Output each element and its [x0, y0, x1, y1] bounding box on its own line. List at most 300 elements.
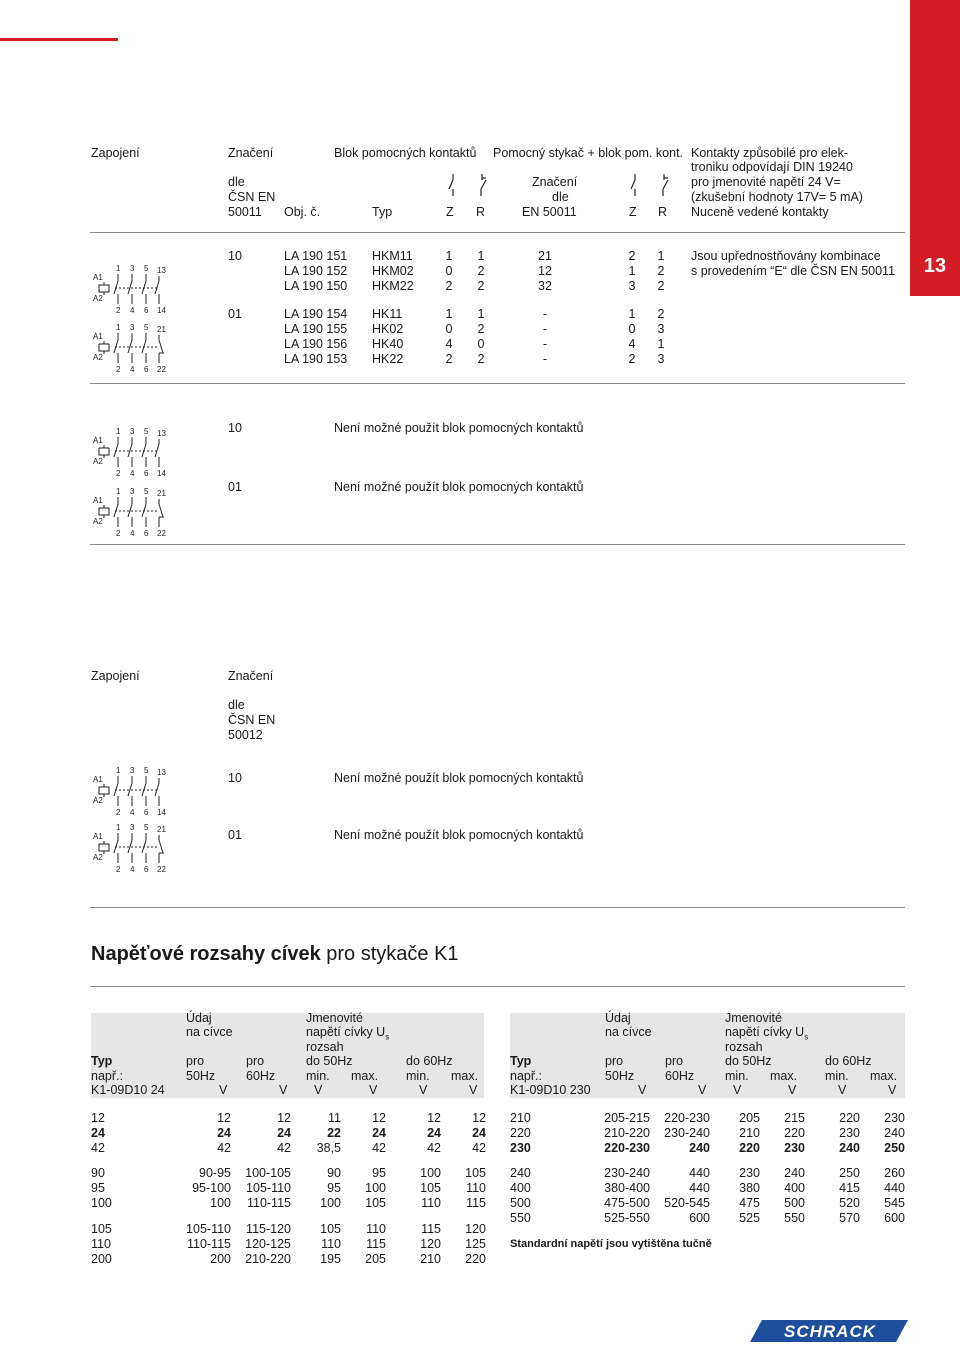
left-table-cell: 105: [91, 1222, 112, 1236]
left-table-cell: 24: [427, 1126, 441, 1140]
contactor-no-diagram-icon: [93, 425, 178, 477]
z2-cell: 1: [628, 264, 636, 278]
r2-cell: 2: [657, 307, 665, 321]
terminal-bottom-label: 4: [130, 469, 135, 477]
left-table-header-cell: V: [314, 1083, 323, 1097]
r-cell: 1: [477, 307, 485, 321]
r2-cell: 1: [657, 337, 665, 351]
left-table-cell: 90: [327, 1166, 341, 1180]
terminal-top-label: 1: [116, 427, 121, 436]
left-table-cell: 125: [465, 1237, 486, 1251]
footnote: Standardní napětí jsou vytištěna tučně: [510, 1238, 712, 1250]
terminal-top-label: 3: [130, 427, 135, 436]
header-r2: R: [658, 205, 668, 219]
coil-a2-label: A2: [93, 796, 103, 805]
coil-a2-label: A2: [93, 457, 103, 466]
right-table-cell: 475: [739, 1196, 760, 1210]
left-table-cell: 95: [372, 1166, 386, 1180]
znaceni-cell: 32: [538, 279, 552, 293]
terminal-top-label: 5: [144, 487, 149, 496]
left-table-cell: 115-120: [246, 1222, 291, 1236]
coil-a1-label: A1: [93, 832, 103, 841]
z-cell: 2: [445, 352, 453, 366]
left-table-cell: 95: [91, 1181, 105, 1195]
left-table-cell: 12: [472, 1111, 486, 1125]
header-kontakty-2: troniku odpovídají DIN 19240: [691, 160, 853, 174]
logo-text: SCHRACK: [784, 1322, 876, 1341]
terminal-bottom-label: 6: [144, 529, 149, 537]
znaceni-cell: 21: [538, 249, 552, 263]
right-table-header-cell: 60Hz: [665, 1069, 695, 1083]
right-table-header-napeti-text: napětí cívky U: [725, 1025, 805, 1039]
typ-cell: LA 190 152: [284, 264, 348, 278]
right-table-cell: 550: [784, 1211, 805, 1225]
left-table-cell: 24: [217, 1126, 231, 1140]
left-table-cell: 220: [465, 1252, 486, 1266]
right-table-header-cell: min.: [725, 1069, 749, 1083]
left-table-cell: 12: [427, 1111, 441, 1125]
terminal-bottom-label: 2: [116, 865, 121, 873]
blok-cell: HKM11: [372, 249, 413, 263]
header-norm: 50011: [228, 205, 262, 219]
left-table-cell: 210: [420, 1252, 441, 1266]
terminal-bottom-label: 2: [116, 808, 121, 816]
znaceni-cell: -: [542, 352, 548, 366]
left-table-cell: 195: [320, 1252, 341, 1266]
right-table-cell: 205: [739, 1111, 760, 1125]
divider: [90, 232, 905, 233]
right-table-header-cell: rozsah: [725, 1040, 763, 1054]
terminal-top-label: 3: [130, 264, 135, 273]
z-cell: 0: [445, 264, 453, 278]
right-table-cell: 210: [510, 1111, 531, 1125]
typ-cell: LA 190 156: [284, 337, 348, 351]
z2-cell: 0: [628, 322, 636, 336]
left-table-header-cell: Údaj: [186, 1011, 212, 1025]
left-table-cell: 110-115: [186, 1237, 231, 1251]
coil-a1-label: A1: [93, 436, 103, 445]
right-table-header-cell: V: [788, 1083, 797, 1097]
sec2-code-01: 01: [228, 480, 242, 494]
terminal-bottom-label: 4: [130, 306, 135, 314]
terminal-top-label: 3: [130, 323, 135, 332]
right-table-cell: 240: [839, 1141, 860, 1155]
left-table-cell: 200: [91, 1252, 112, 1266]
left-table-cell: 200: [210, 1252, 231, 1266]
left-table-header-cell: min.: [406, 1069, 430, 1083]
right-table-header-cell: max.: [870, 1069, 898, 1083]
terminal-bottom-label: 6: [144, 469, 149, 477]
right-table-cell: 600: [689, 1211, 710, 1225]
aux-bottom-label: 22: [157, 529, 166, 537]
header-kontakty-4: (zkušební hodnoty 17V= 5 mA): [691, 190, 863, 204]
terminal-top-label: 1: [116, 823, 121, 832]
aux-top-label: 21: [157, 825, 166, 834]
right-table-cell: 550: [510, 1211, 531, 1225]
znaceni-cell: 12: [538, 264, 552, 278]
r2-cell: 3: [657, 322, 665, 336]
z2-cell: 2: [628, 352, 636, 366]
terminal-bottom-label: 6: [144, 808, 149, 816]
terminal-top-label: 1: [116, 487, 121, 496]
coil-a2-label: A2: [93, 294, 103, 303]
right-table-header-cell: min.: [825, 1069, 849, 1083]
r-cell: 1: [477, 249, 485, 263]
header-dle: dle: [228, 175, 245, 189]
terminal-bottom-label: 6: [144, 365, 149, 373]
right-table-cell: 210: [739, 1126, 760, 1140]
header-dle2: dle: [552, 190, 569, 204]
sec3-text-10: Není možné použít blok pomocných kontaktů: [334, 771, 584, 785]
blok-cell: HK22: [372, 352, 404, 366]
accent-line: [0, 38, 118, 41]
left-table-cell: 22: [327, 1126, 341, 1140]
aux-top-label: 21: [157, 325, 166, 334]
z-cell: 0: [445, 322, 453, 336]
header-pomocny: Pomocný stykač + blok pom. kont.: [493, 146, 684, 160]
left-table-cell: 110: [466, 1181, 486, 1195]
right-table-header-cell: 50Hz: [605, 1069, 635, 1083]
r-cell: 2: [477, 279, 485, 293]
left-table-cell: 95-100: [192, 1181, 231, 1195]
right-table-cell: 500: [510, 1196, 531, 1210]
right-table-cell: 260: [884, 1166, 905, 1180]
right-table-cell: 400: [510, 1181, 531, 1195]
header-znaceni: Značení: [228, 146, 274, 160]
left-table-cell: 115: [366, 1237, 386, 1251]
divider: [90, 986, 905, 987]
sec3-csn-en: ČSN EN: [228, 713, 276, 727]
terminal-bottom-label: 4: [130, 365, 135, 373]
left-table-cell: 105-110: [186, 1222, 231, 1236]
terminal-top-label: 5: [144, 766, 149, 775]
right-table-cell: 440: [689, 1181, 710, 1195]
z2-cell: 4: [628, 337, 636, 351]
left-table-header-cell: V: [419, 1083, 428, 1097]
left-table-cell: 110-115: [246, 1196, 291, 1210]
terminal-bottom-label: 2: [116, 306, 121, 314]
left-table-header-cell: do 50Hz: [306, 1054, 353, 1068]
aux-top-label: 13: [157, 429, 166, 438]
left-table-cell: 95: [327, 1181, 341, 1195]
right-table-header-cell: pro: [665, 1054, 684, 1068]
right-table-cell: 205-215: [604, 1111, 650, 1125]
left-table-cell: 12: [372, 1111, 386, 1125]
right-table-header-cell: Typ: [510, 1054, 532, 1068]
r-cell: 2: [477, 264, 485, 278]
right-table-cell: 240: [689, 1141, 710, 1155]
left-table-cell: 120-125: [245, 1237, 291, 1251]
right-table-cell: 570: [839, 1211, 860, 1225]
header-csn-en: ČSN EN: [228, 190, 276, 204]
right-table-cell: 220: [510, 1126, 531, 1140]
right-table-cell: 400: [784, 1181, 805, 1195]
right-table-header-cell: na cívce: [605, 1025, 652, 1039]
header-r: R: [476, 205, 486, 219]
r-cell: 2: [477, 322, 485, 336]
terminal-top-label: 5: [144, 264, 149, 273]
right-table-cell: 475-500: [604, 1196, 650, 1210]
z-cell: 1: [445, 249, 453, 263]
left-table-header-cell: min.: [306, 1069, 330, 1083]
header-zapojeni: Zapojení: [91, 146, 140, 160]
left-table-header-cell: 60Hz: [246, 1069, 276, 1083]
header-kontakty-3: pro jmenovité napětí 24 V=: [691, 175, 841, 189]
left-table-header-cell: Jmenovité: [306, 1011, 363, 1025]
right-table-cell: 525-550: [604, 1211, 650, 1225]
left-table-cell: 120: [465, 1222, 486, 1236]
right-table-cell: 240: [510, 1166, 531, 1180]
sec3-code-01: 01: [228, 828, 242, 842]
left-table-header-napeti-sub: s: [385, 1032, 390, 1042]
sec3-zapojeni: Zapojení: [91, 669, 140, 683]
znaceni-cell: -: [542, 337, 548, 351]
right-table-cell: 230: [739, 1166, 760, 1180]
header-typ: Typ: [372, 205, 393, 219]
left-table-header-cell: V: [219, 1083, 228, 1097]
header-kontakty-5: Nuceně vedené kontakty: [691, 205, 829, 219]
left-table-cell: 12: [277, 1111, 291, 1125]
terminal-bottom-label: 6: [144, 865, 149, 873]
sec3-dle: dle: [228, 698, 245, 712]
right-table-cell: 545: [884, 1196, 905, 1210]
left-table-header-cell: V: [279, 1083, 288, 1097]
left-table-cell: 110: [321, 1237, 341, 1251]
left-table-cell: 100: [91, 1196, 112, 1210]
left-table-cell: 38,5: [316, 1141, 341, 1155]
right-table-header-cell: K1-09D10 230: [510, 1083, 591, 1097]
right-table-cell: 230-240: [664, 1126, 710, 1140]
note-line-2: s provedením “E“ dle ČSN EN 50011: [691, 264, 896, 278]
coil-a1-label: A1: [93, 496, 103, 505]
contact-symbol-icon: [440, 172, 500, 200]
right-table-header-napeti-sub: s: [804, 1032, 809, 1042]
left-table-cell: 42: [427, 1141, 441, 1155]
left-table-cell: 120: [420, 1237, 441, 1251]
left-table-cell: 42: [91, 1141, 105, 1155]
terminal-bottom-label: 2: [116, 529, 121, 537]
right-table-header-cell: do 60Hz: [825, 1054, 872, 1068]
right-table-cell: 520-545: [664, 1196, 710, 1210]
left-table-cell: 100: [210, 1196, 231, 1210]
coil-a2-label: A2: [93, 353, 103, 362]
title-bold: Napěťové rozsahy cívek: [91, 943, 321, 965]
sec3-text-01: Není možné použít blok pomocných kontaktů: [334, 828, 584, 842]
coil-a1-label: A1: [93, 775, 103, 784]
left-table-cell: 24: [91, 1126, 105, 1140]
contactor-no-diagram-icon: [93, 764, 178, 816]
terminal-top-label: 3: [130, 766, 135, 775]
left-table-cell: 100: [320, 1196, 341, 1210]
header-obj-c: Obj. č.: [284, 205, 321, 219]
aux-top-label: 21: [157, 489, 166, 498]
aux-bottom-label: 22: [157, 365, 166, 373]
blok-cell: HKM22: [372, 279, 414, 293]
terminal-bottom-label: 2: [116, 469, 121, 477]
left-table-cell: 115: [466, 1196, 486, 1210]
sec2-text-01: Není možné použít blok pomocných kontaktů: [334, 480, 584, 494]
znaceni-cell: -: [542, 307, 548, 321]
left-table-cell: 105: [465, 1166, 486, 1180]
terminal-bottom-label: 4: [130, 865, 135, 873]
contactor-nc-diagram-icon: [93, 485, 178, 537]
left-table-cell: 210-220: [245, 1252, 291, 1266]
right-table-cell: 220-230: [664, 1111, 710, 1125]
section-title: [91, 943, 459, 966]
r-cell: 2: [477, 352, 485, 366]
right-table-cell: 520: [839, 1196, 860, 1210]
left-table-cell: 42: [472, 1141, 486, 1155]
left-table-header-cell: na cívce: [186, 1025, 233, 1039]
contactor-no-diagram-icon: [93, 262, 178, 314]
chapter-tab: [910, 0, 960, 296]
terminal-top-label: 1: [116, 264, 121, 273]
sec2-code-10: 10: [228, 421, 242, 435]
right-table-cell: 220: [739, 1141, 760, 1155]
terminal-bottom-label: 4: [130, 529, 135, 537]
right-table-header-cell: V: [733, 1083, 742, 1097]
right-table-cell: 440: [884, 1181, 905, 1195]
header-blok: Blok pomocných kontaktů: [334, 146, 477, 160]
right-table-cell: 210-220: [604, 1126, 650, 1140]
coil-a1-label: A1: [93, 273, 103, 282]
right-table-cell: 500: [784, 1196, 805, 1210]
sec3-norm: 50012: [228, 728, 263, 742]
typ-cell: LA 190 155: [284, 322, 348, 336]
terminal-bottom-label: 2: [116, 365, 121, 373]
aux-bottom-label: 14: [157, 469, 166, 477]
right-table-cell: 230: [510, 1141, 531, 1155]
header-z2: Z: [629, 205, 637, 219]
left-table-cell: 100: [420, 1166, 441, 1180]
right-table-header-cell: V: [638, 1083, 647, 1097]
terminal-bottom-label: 4: [130, 808, 135, 816]
right-table-cell: 230: [784, 1141, 805, 1155]
obj-code: 10: [228, 249, 242, 263]
left-table-cell: 115: [421, 1222, 441, 1236]
sec3-znaceni: Značení: [228, 669, 274, 683]
right-table-cell: 240: [784, 1166, 805, 1180]
blok-cell: HK40: [372, 337, 404, 351]
left-table-header-cell: Typ: [91, 1054, 113, 1068]
z2-cell: 3: [628, 279, 636, 293]
right-table-header-cell: Jmenovité: [725, 1011, 782, 1025]
obj-code: 01: [228, 307, 242, 321]
r2-cell: 2: [657, 264, 665, 278]
left-table-cell: 11: [328, 1111, 341, 1125]
right-table-cell: 240: [884, 1126, 905, 1140]
left-table-cell: 12: [217, 1111, 231, 1125]
right-table-header-cell: Údaj: [605, 1011, 631, 1025]
blok-cell: HK11: [372, 307, 403, 321]
left-table-cell: 42: [217, 1141, 231, 1155]
z2-cell: 2: [628, 249, 636, 263]
left-table-header-cell: do 60Hz: [406, 1054, 453, 1068]
right-table-cell: 415: [839, 1181, 860, 1195]
left-table-header-cell: K1-09D10 24: [91, 1083, 165, 1097]
left-table-header-cell: V: [369, 1083, 378, 1097]
left-table-cell: 90: [91, 1166, 105, 1180]
left-table-header-cell: max.: [451, 1069, 479, 1083]
znaceni-cell: -: [542, 322, 548, 336]
aux-bottom-label: 22: [157, 865, 166, 873]
right-table-cell: 250: [884, 1141, 905, 1155]
terminal-top-label: 5: [144, 823, 149, 832]
blok-cell: HKM02: [372, 264, 414, 278]
right-table-cell: 250: [839, 1166, 860, 1180]
left-table-cell: 42: [277, 1141, 291, 1155]
aux-top-label: 13: [157, 768, 166, 777]
r2-cell: 3: [657, 352, 665, 366]
typ-cell: LA 190 151: [284, 249, 348, 263]
left-table-cell: 90-95: [199, 1166, 231, 1180]
left-table-header-cell: pro: [186, 1054, 205, 1068]
left-table-cell: 24: [372, 1126, 386, 1140]
note-line-1: Jsou upřednostňovány kombinace: [691, 249, 881, 263]
right-table-cell: 380: [739, 1181, 760, 1195]
chapter-number: 13: [923, 255, 947, 277]
coil-a2-label: A2: [93, 853, 103, 862]
typ-cell: LA 190 150: [284, 279, 348, 293]
right-table-cell: 380-400: [604, 1181, 650, 1195]
right-table-cell: 220-230: [604, 1141, 650, 1155]
right-table-cell: 220: [839, 1111, 860, 1125]
left-table-cell: 110: [91, 1237, 111, 1251]
contactor-nc-diagram-icon: [93, 321, 178, 373]
right-table-cell: 230-240: [604, 1166, 650, 1180]
left-table-header-cell: V: [469, 1083, 478, 1097]
contact-symbol-icon: [622, 172, 682, 200]
left-table-header-cell: max.: [351, 1069, 379, 1083]
header-en50011: EN 50011: [522, 205, 577, 219]
left-table-cell: 24: [277, 1126, 291, 1140]
left-table-cell: 42: [372, 1141, 386, 1155]
typ-cell: LA 190 154: [284, 307, 348, 321]
right-table-header-cell: pro: [605, 1054, 624, 1068]
left-table-cell: 100-105: [245, 1166, 291, 1180]
right-table-header-cell: např.:: [510, 1069, 542, 1083]
z-cell: 1: [445, 307, 453, 321]
r2-cell: 2: [657, 279, 665, 293]
contactor-nc-diagram-icon: [93, 821, 178, 873]
terminal-top-label: 3: [130, 487, 135, 496]
left-table-header-napeti-text: napětí cívky U: [306, 1025, 386, 1039]
right-table-header-cell: do 50Hz: [725, 1054, 772, 1068]
terminal-top-label: 1: [116, 766, 121, 775]
right-table-cell: 230: [839, 1126, 860, 1140]
z2-cell: 1: [628, 307, 636, 321]
right-table-cell: 600: [884, 1211, 905, 1225]
right-table-cell: 215: [784, 1111, 805, 1125]
divider: [90, 544, 905, 545]
left-table-cell: 105: [320, 1222, 341, 1236]
right-table-header-cell: V: [698, 1083, 707, 1097]
coil-a1-label: A1: [93, 332, 103, 341]
header-z: Z: [446, 205, 454, 219]
terminal-bottom-label: 6: [144, 306, 149, 314]
left-table-cell: 110: [366, 1222, 386, 1236]
left-table-header-cell: pro: [246, 1054, 265, 1068]
z-cell: 2: [445, 279, 453, 293]
terminal-top-label: 1: [116, 323, 121, 332]
left-table-cell: 110: [421, 1196, 441, 1210]
z-cell: 4: [445, 337, 453, 351]
terminal-top-label: 3: [130, 823, 135, 832]
left-table-header-cell: 50Hz: [186, 1069, 216, 1083]
left-table-cell: 105: [365, 1196, 386, 1210]
divider: [90, 907, 905, 908]
blok-cell: HK02: [372, 322, 404, 336]
